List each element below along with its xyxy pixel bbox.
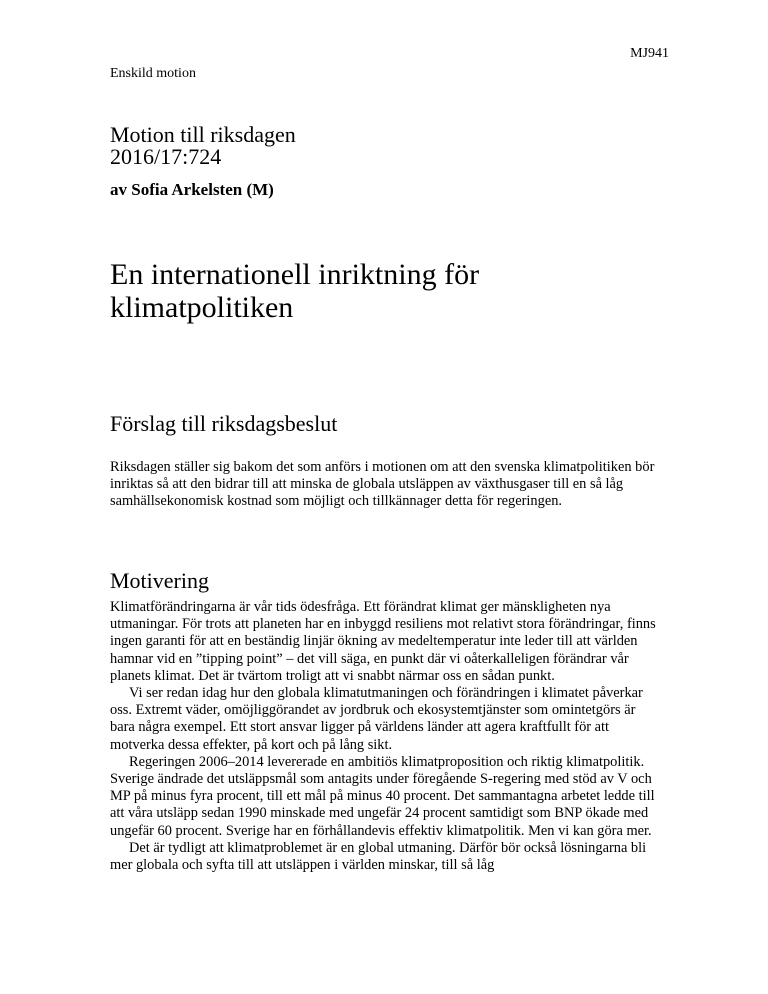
motion-title	[110, 124, 296, 168]
motivation-paragraph: Vi ser redan idag hur den globala klimatutmaningen och förändringen i klimatet påverkar oss. Extremt väder, omöjliggörandet av jordbruk och ekosystemtjänster som omintetgörs är bara några exempel. Ett stort ansvar ligger på världens länder att agera kraftfullt för att motverka dessa effekter, på kort och på lång sikt.	[110, 685, 643, 753]
motivation-heading: Motivering	[110, 568, 209, 593]
motivation-paragraph: Regeringen 2006–2014 levererade en ambitiös klimatproposition och riktig klimatpolitik. Sverige ändrade det utsläppsmål som antagits under föregående S-regering med stöd av V och MP på minus fyra procent, till ett mål på minus 40 procent. Det sammantagna arbetet ledde till att våra utsläpp sedan 1990 minskade med ungefär 24 procent samtidigt som BNP ökade med ungefär 60 procent. Sverige har en förhållandevis effektiv klimatpolitik. Men vi kan göra mer.	[110, 753, 655, 839]
page-title-line1: En internationell inriktning för	[110, 258, 480, 291]
motion-title-line1: Motion till riksdagen	[110, 122, 296, 147]
page-title	[110, 258, 670, 324]
document-id: MJ941	[630, 46, 669, 61]
motion-type-label: Enskild motion	[110, 66, 196, 81]
motivation-paragraph: Klimatförändringarna är vår tids ödesfråga. Ett förändrat klimat ger mänskligheten nya utmaningar. För trots att planeten har en inbyggd resiliens mot relativt stora förändringar, finns ingen garanti för att en beständig linjär ökning av medeltemperatur inte leder till att världen hamnar vid en ”tipping point” – det vill säga, en punkt där vi oåterkalleligen förändrar vår planets klimat. Det är tvärtom troligt att vi snabbt närmar oss en sådan punkt.	[110, 599, 656, 684]
page-title-line2: klimatpolitiken	[110, 291, 294, 324]
proposal-heading: Förslag till riksdagsbeslut	[110, 411, 338, 436]
motion-number: 2016/17:724	[110, 144, 222, 169]
motion-author: av Sofia Arkelsten (M)	[110, 180, 274, 199]
motivation-text-block	[110, 599, 662, 874]
motivation-paragraph: Det är tydligt att klimatproblemet är en global utmaning. Därför bör också lösningarna bli mer globala och syfta till att utsläppen i världen minskar, till så låg	[110, 839, 647, 874]
proposal-paragraph: Riksdagen ställer sig bakom det som anförs i motionen om att den svenska klimatpolitiken bör inriktas så att den bidrar till att minska de globala utsläppen av växthusgaser till en så låg samhällsekonomisk kostnad som möjligt och tillkännager detta för regeringen.	[110, 459, 655, 510]
proposal-text-block	[110, 459, 662, 511]
